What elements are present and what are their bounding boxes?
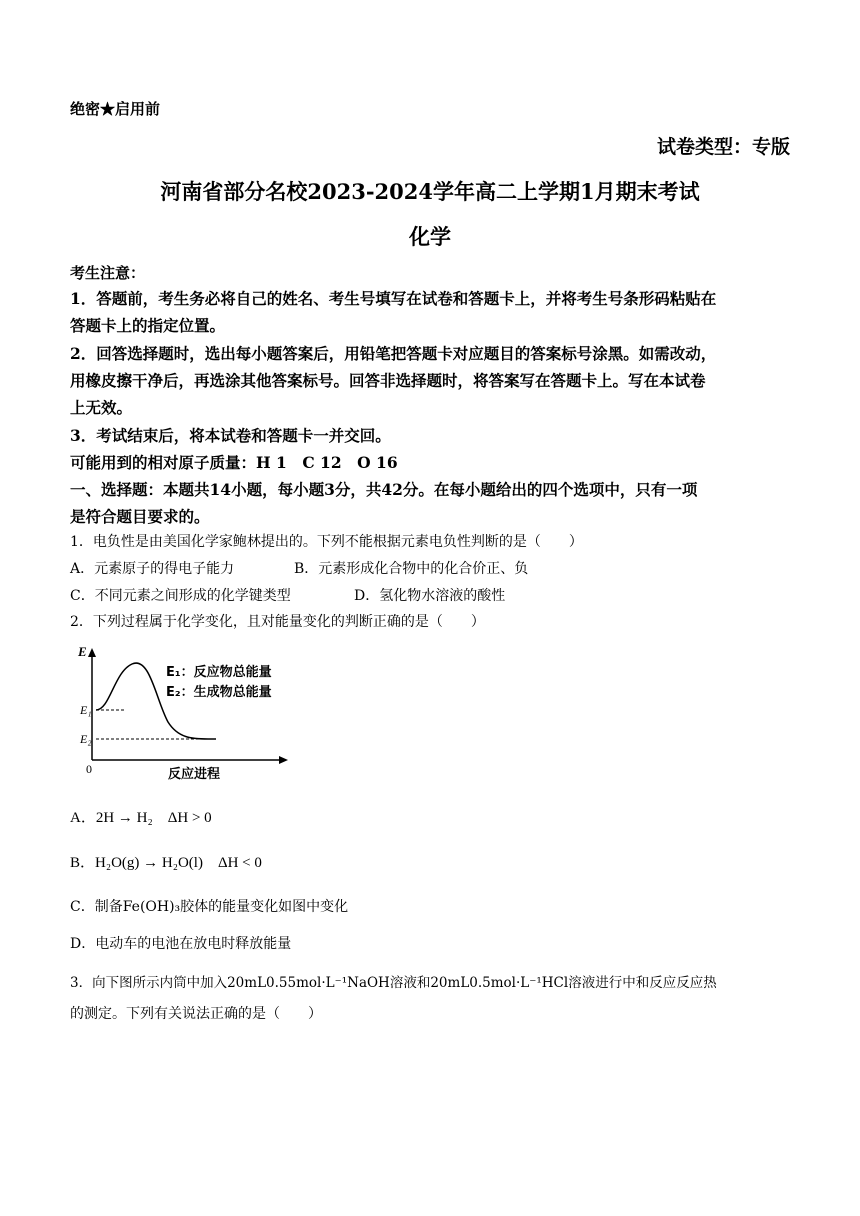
q3-stem: 3．向下图所示内筒中加入20mL0.55mol·L⁻¹NaOH溶液和20mL0.5mol·L⁻¹HCl溶液进行中和反应反应热 xyxy=(70,975,717,991)
section-heading: 一、选择题：本题共14小题，每小题3分，共42分。在每小题给出的四个选项中，只有一项 xyxy=(70,480,698,499)
q2-option-a: A．2H → H₂ ΔH > 0 xyxy=(70,810,212,826)
notice-line: 1．答题前，考生务必将自己的姓名、考生号填写在试卷和答题卡上，并将考生号条形码粘贴在 xyxy=(70,289,717,308)
notice-heading: 考生注意： xyxy=(70,264,146,282)
q1-option-b: B．元素形成化合物中的化合价正、负 xyxy=(294,561,529,577)
section-heading: 是符合题目要求的。 xyxy=(70,507,210,526)
notice-line: 用橡皮擦干净后，再选涂其他答案标号。回答非选择题时，将答案写在答题卡上。写在本试卷 xyxy=(70,371,706,390)
q2-option-d: D．电动车的电池在放电时释放能量 xyxy=(70,936,292,952)
notice-line: 答题卡上的指定位置。 xyxy=(70,316,226,335)
y-axis-label: E xyxy=(78,644,87,659)
q1-option-c: C．不同元素之间形成的化学键类型 xyxy=(70,588,291,604)
legend-e1: E₁：反应物总能量 xyxy=(166,665,272,680)
x-axis-arrow xyxy=(279,756,288,764)
q1-option-a: A．元素原子的得电子能力 xyxy=(70,561,235,577)
energy-diagram-svg xyxy=(74,642,294,782)
notice-line: 上无效。 xyxy=(70,398,133,417)
q1-stem: 1．电负性是由美国化学家鲍林提出的。下列不能根据元素电负性判断的是（ ） xyxy=(70,534,583,550)
q2-option-c: C．制备Fe(OH)₃胶体的能量变化如图中变化 xyxy=(70,899,349,915)
q3-stem-continued: 的测定。下列有关说法正确的是（ ） xyxy=(70,1006,322,1022)
e2-label: E₂ xyxy=(80,732,92,746)
origin-label: 0 xyxy=(86,762,92,776)
notice-line: 2．回答选择题时，选出每小题答案后，用铅笔把答题卡对应题目的答案标号涂黑。如需改动， xyxy=(70,344,717,363)
q1-option-d: D．氢化物水溶液的酸性 xyxy=(354,588,506,604)
secret-label: 绝密★启用前 xyxy=(70,100,161,118)
subject-title: 化学 xyxy=(409,224,451,249)
q2-option-b: B．H₂O(g) → H₂O(l) ΔH < 0 xyxy=(70,855,262,871)
legend-e2: E₂：生成物总能量 xyxy=(166,685,272,700)
x-axis-label: 反应进程 xyxy=(168,767,221,782)
q2-stem: 2．下列过程属于化学变化，且对能量变化的判断正确的是（ ） xyxy=(70,614,485,630)
atomic-mass-line: 可能用到的相对原子质量：H 1 C 12 O 16 xyxy=(70,453,398,472)
notice-line: 3．考试结束后，将本试卷和答题卡一并交回。 xyxy=(70,426,391,445)
energy-diagram xyxy=(74,642,294,782)
paper-type: 试卷类型：专版 xyxy=(656,136,790,158)
exam-title: 河南省部分名校2023-2024学年高二上学期1月期末考试 xyxy=(160,179,700,204)
y-axis-arrow xyxy=(88,648,96,657)
e1-label: E₁ xyxy=(80,703,92,717)
